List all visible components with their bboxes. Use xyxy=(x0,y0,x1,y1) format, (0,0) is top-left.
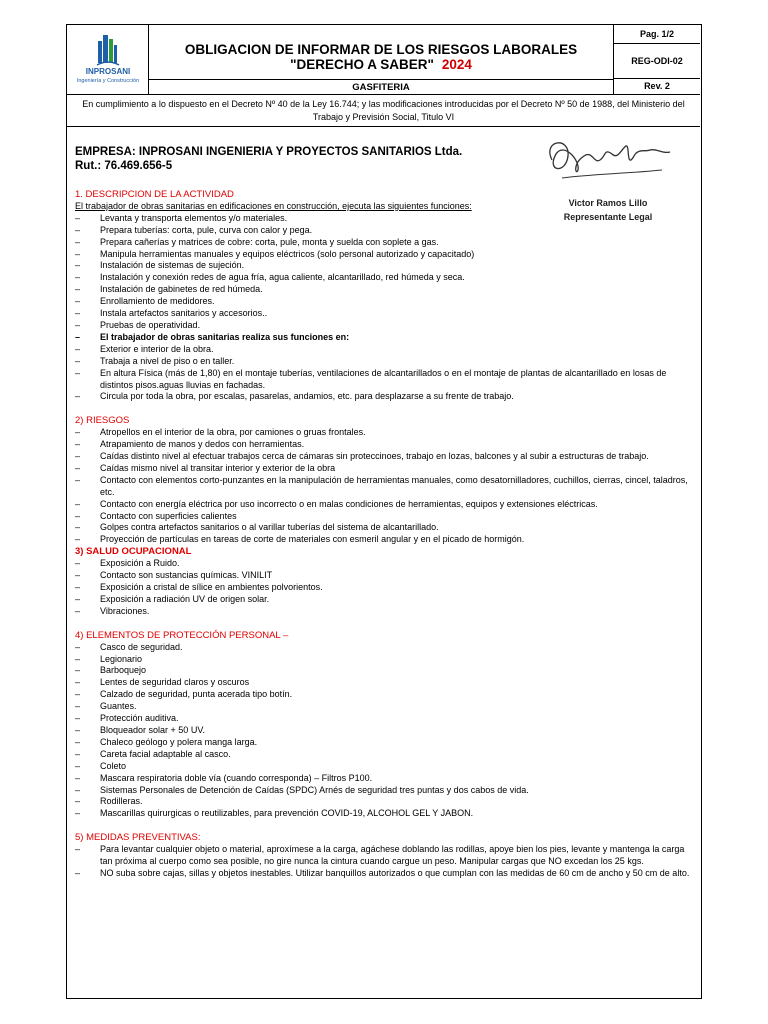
bullet-dash: – xyxy=(75,641,81,652)
title-line1: OBLIGACION DE INFORMAR DE LOS RIESGOS LABORALES xyxy=(184,42,578,57)
list-item xyxy=(75,606,695,618)
list-item-text: En altura Física (más de 1,80) en el montaje tuberías, ventilaciones de alcantarillados o en el montaje de plantas de alcantarillado en losas de distintos pisos.aguas lluvias en fachadas. xyxy=(100,367,667,390)
title-quote: "DERECHO A SABER" xyxy=(290,57,434,72)
list-item-text: Exposición a radiación UV de origen solar. xyxy=(100,593,270,604)
list-item xyxy=(75,534,695,546)
page-number: Pag. 1/2 xyxy=(614,25,700,44)
logo-text: INPROSANI xyxy=(85,67,131,76)
list-item xyxy=(75,594,695,606)
bullet-dash: – xyxy=(75,558,81,569)
list-item-text: Para levantar cualquier objeto o material, aproxímese a la carga, agáchese doblando las rodillas, apoye bien los pies, levante y mantenga la carga tan próxima al cuerpo como sea posible, no gire nunca la cintura cuando cargue un peso. Manipular cargas que NO excedan los 25 kgs. xyxy=(100,844,685,867)
bullet-dash: – xyxy=(75,605,81,616)
bullet-dash: – xyxy=(75,439,81,450)
bullet-dash: – xyxy=(75,498,81,509)
list-item xyxy=(75,213,695,225)
bullet-dash: – xyxy=(75,867,81,878)
list-item-text: Protección auditiva. xyxy=(100,713,179,724)
bullet-dash: – xyxy=(75,593,81,604)
list-item-text: Proyección de partículas en tareas de corte de materiales con esmeril angular y en el picado de hormigón. xyxy=(100,534,525,545)
bullet-dash: – xyxy=(75,451,81,462)
list-item xyxy=(75,844,695,868)
document-header xyxy=(67,25,700,95)
list-item xyxy=(75,796,695,808)
bullet-dash: – xyxy=(75,474,81,485)
bullet-dash: – xyxy=(75,724,81,735)
bullet-dash: – xyxy=(75,224,81,235)
bullet-dash: – xyxy=(75,677,81,688)
section3-list xyxy=(75,558,695,618)
list-item-text: Contacto son sustancias químicas. VINILIT xyxy=(100,570,273,581)
section4-title: 4) ELEMENTOS DE PROTECCIÓN PERSONAL – xyxy=(75,629,289,641)
list-item-text: Caídas distinto nivel al efectuar trabajos cerca de cámaras sin proteccinoes, trabajo en lozas, balcones y al subir a estructuras de trabajo. xyxy=(100,451,649,462)
list-item-text: Caídas mismo nivel al transitar interior y exterior de la obra xyxy=(100,462,336,473)
list-item xyxy=(75,570,695,582)
document-code: REG-ODI-02 xyxy=(614,44,700,79)
bullet-dash: – xyxy=(75,272,81,283)
list-item-text: Prepara cañerías y matrices de cobre: corta, pule, monta y suelda con soplete a gas. xyxy=(100,236,439,247)
bullet-dash: – xyxy=(75,808,81,819)
list-item-text: Manipula herramientas manuales y equipos eléctricos (solo personal autorizado y capacitado) xyxy=(100,248,475,259)
list-item xyxy=(75,665,695,677)
bullet-dash: – xyxy=(75,236,81,247)
bullet-dash: – xyxy=(75,844,81,855)
bullet-dash: – xyxy=(75,713,81,724)
list-item-text: Prepara tuberías: corta, pule, curva con calor y pega. xyxy=(100,224,313,235)
list-item xyxy=(75,439,695,451)
bullet-dash: – xyxy=(75,582,81,592)
list-item xyxy=(75,475,695,499)
list-item xyxy=(75,332,695,344)
list-item-text: Bloqueador solar + 50 UV. xyxy=(100,724,205,735)
list-item-text: Sistemas Personales de Detención de Caídas (SPDC) Arnés de seguridad tres puntas y dos cabos de vida. xyxy=(100,784,529,795)
company-name: EMPRESA: INPROSANI INGENIERIA Y PROYECTOS SANITARIOS Ltda. xyxy=(75,146,463,158)
list-item xyxy=(75,344,695,356)
list-item xyxy=(75,701,695,713)
list-item xyxy=(75,737,695,749)
bullet-dash: – xyxy=(75,701,81,712)
list-item-text: Casco de seguridad. xyxy=(100,641,183,652)
bullet-dash: – xyxy=(75,653,81,664)
list-item xyxy=(75,225,695,237)
list-item xyxy=(75,558,695,570)
list-item xyxy=(75,391,695,403)
legal-intro: En cumplimiento a lo dispuesto en el Decreto Nº 40 de la Ley 16.744; y las modificaciones introducidas por el Decreto Nº 50 de 1988, del Ministerio del Trabajo y Previsión Social, Titulo VI xyxy=(67,95,700,127)
bullet-dash: – xyxy=(75,689,81,700)
list-item-text: Contacto con energía eléctrica por uso incorrecto o en malas condiciones de herramientas, equipos y extensiones eléctricas. xyxy=(100,498,598,509)
bullet-dash: – xyxy=(75,748,81,759)
list-item-text: Instala artefactos sanitarios y accesorios.. xyxy=(100,308,268,319)
bullet-dash: – xyxy=(75,522,81,533)
list-item xyxy=(75,356,695,368)
list-item xyxy=(75,582,695,594)
signature-icon xyxy=(522,130,692,192)
list-item-text: Guantes. xyxy=(100,701,137,712)
bullet-dash: – xyxy=(75,760,81,771)
list-item-text: Exposición a cristal de sílice en ambientes polvorientos. xyxy=(100,582,323,592)
list-item-text: Exterior e interior de la obra. xyxy=(100,343,214,354)
list-item xyxy=(75,284,695,296)
list-item-text: Exposición a Ruido. xyxy=(100,558,180,569)
document-subtitle: GASFITERIA xyxy=(149,79,613,96)
document-page xyxy=(66,24,702,999)
bullet-dash: – xyxy=(75,391,81,402)
list-item-text: Golpes contra artefactos sanitarios o al varillar tuberías del sistema de alcantarillado. xyxy=(100,522,439,533)
list-item-text: Trabaja a nivel de piso o en taller. xyxy=(100,355,235,366)
representative-name: Victor Ramos Lillo xyxy=(568,198,648,208)
bullet-dash: – xyxy=(75,296,81,307)
list-item xyxy=(75,237,695,249)
list-item-text: Barboquejo xyxy=(100,665,147,676)
list-item xyxy=(75,642,695,654)
list-item-text: Vibraciones. xyxy=(100,605,150,616)
list-item xyxy=(75,272,695,284)
company-info xyxy=(75,145,462,173)
bullet-dash: – xyxy=(75,427,81,438)
list-item xyxy=(75,773,695,785)
bullet-dash: – xyxy=(75,772,81,783)
section1-title: 1. DESCRIPCION DE LA ACTIVIDAD xyxy=(75,189,234,200)
list-item xyxy=(75,785,695,797)
list-item xyxy=(75,749,695,761)
list-item-text: El trabajador de obras sanitarias realiza sus funciones en: xyxy=(100,331,350,342)
bullet-dash: – xyxy=(75,308,81,319)
list-item-text: Instalación de sistemas de sujeción. xyxy=(100,260,245,271)
list-item-text: Atropellos en el interior de la obra, por camiones o gruas frontales. xyxy=(100,427,366,438)
list-item xyxy=(75,499,695,511)
list-item-text: Mascara respiratoria doble vía (cuando corresponda) – Filtros P100. xyxy=(100,772,373,783)
section1-list xyxy=(75,213,695,404)
section2-list xyxy=(75,427,695,546)
list-item xyxy=(75,713,695,725)
bullet-dash: – xyxy=(75,510,81,521)
list-item xyxy=(75,654,695,666)
list-item xyxy=(75,522,695,534)
list-item-text: Legionario xyxy=(100,653,143,664)
bullet-dash: – xyxy=(75,284,81,295)
company-logo xyxy=(67,25,149,95)
bullet-dash: – xyxy=(75,212,81,223)
representative-title: Representante Legal xyxy=(563,212,653,222)
list-item-text: Chaleco geólogo y polera manga larga. xyxy=(100,736,258,747)
revision: Rev. 2 xyxy=(614,79,700,95)
section4-list xyxy=(75,642,695,821)
list-item xyxy=(75,260,695,272)
section1-intro: El trabajador de obras sanitarias en edificaciones en construcción, ejecuta las siguientes funciones: xyxy=(75,200,472,211)
bullet-dash: – xyxy=(75,331,81,342)
section5-title: 5) MEDIDAS PREVENTIVAS: xyxy=(75,832,201,844)
list-item xyxy=(75,451,695,463)
bullet-dash: – xyxy=(75,355,81,366)
list-item-text: NO suba sobre cajas, sillas y objetos inestables. Utilizar banquillos autorizados o que cumplan con las medidas de 60 cm de ancho y 50 cm de alto. xyxy=(100,867,690,878)
bullet-dash: – xyxy=(75,796,81,807)
bullet-dash: – xyxy=(75,248,81,259)
list-item-text: Mascarillas quirurgicas o reutilizables, para prevención COVID-19, ALCOHOL GEL Y JABON. xyxy=(100,808,474,819)
list-item-text: Levanta y transporta elementos y/o materiales. xyxy=(100,212,288,223)
list-item xyxy=(75,868,695,880)
list-item-text: Careta facial adaptable al casco. xyxy=(100,748,231,759)
bullet-dash: – xyxy=(75,534,81,545)
title-line2 xyxy=(149,57,613,72)
bullet-dash: – xyxy=(75,343,81,354)
list-item-text: Atrapamiento de manos y dedos con herramientas. xyxy=(100,439,305,450)
list-item-text: Rodilleras. xyxy=(100,796,143,807)
list-item xyxy=(75,368,695,392)
list-item xyxy=(75,511,695,523)
list-item-text: Calzado de seguridad, punta acerada tipo botín. xyxy=(100,689,293,700)
list-item-text: Circula por toda la obra, por escalas, pasarelas, andamios, etc. para desplazarse a su frente de trabajo. xyxy=(100,391,514,402)
section5-list xyxy=(75,844,695,880)
list-item-text: Enrollamiento de medidores. xyxy=(100,296,215,307)
document-title-block xyxy=(149,25,614,95)
company-rut: Rut.: 76.469.656-5 xyxy=(75,160,173,172)
list-item-text: Contacto con superficies calientes xyxy=(100,510,237,521)
list-item-text: Instalación y conexión redes de agua fría, agua caliente, alcantarillado, red húmeda y seca. xyxy=(100,272,465,283)
list-item xyxy=(75,320,695,332)
title-year: 2024 xyxy=(441,57,472,72)
list-item-text: Instalación de gabinetes de red húmeda. xyxy=(100,284,263,295)
list-item xyxy=(75,427,695,439)
list-item-text: Coleto xyxy=(100,760,127,771)
list-item xyxy=(75,808,695,820)
bullet-dash: – xyxy=(75,319,81,330)
section2-title: 2) RIESGOS xyxy=(75,415,130,427)
list-item-text: Pruebas de operatividad. xyxy=(100,319,201,330)
list-item xyxy=(75,463,695,475)
list-item-text: Contacto con elementos corto-punzantes en la manipulación de herramientas manuales, como desatornilladores, cuchillos, cierras, cincel, taladros, etc. xyxy=(100,474,688,497)
list-item xyxy=(75,689,695,701)
list-item-text: Lentes de seguridad claros y oscuros xyxy=(100,677,250,688)
list-item xyxy=(75,725,695,737)
list-item xyxy=(75,308,695,320)
document-body xyxy=(75,189,695,880)
section3-title: 3) SALUD OCUPACIONAL xyxy=(75,546,192,558)
bullet-dash: – xyxy=(75,784,81,795)
bullet-dash: – xyxy=(75,367,81,378)
list-item xyxy=(75,677,695,689)
logo-subtext: Ingeniería y Construcción xyxy=(76,78,140,84)
list-item xyxy=(75,761,695,773)
bullet-dash: – xyxy=(75,736,81,747)
bullet-dash: – xyxy=(75,665,81,676)
list-item xyxy=(75,249,695,261)
bullet-dash: – xyxy=(75,260,81,271)
bullet-dash: – xyxy=(75,462,81,473)
bullet-dash: – xyxy=(75,570,81,581)
list-item xyxy=(75,296,695,308)
